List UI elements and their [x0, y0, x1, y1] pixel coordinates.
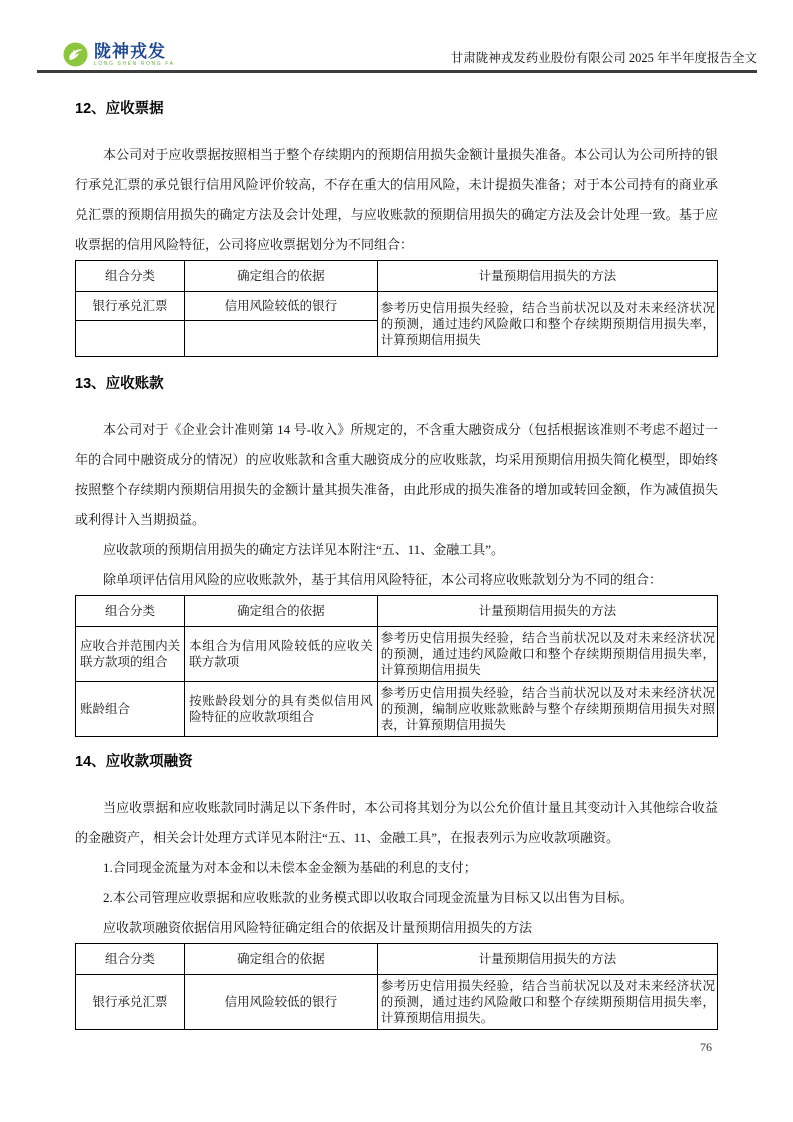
table-cell-category: 银行承兑汇票 — [76, 975, 185, 1030]
section14-paragraph: 应收款项融资依据信用风险特征确定组合的依据及计量预期信用损失的方法 — [103, 920, 533, 935]
table-header-cell: 组合分类 — [76, 596, 185, 627]
table-row — [76, 682, 718, 737]
table-row — [76, 627, 718, 682]
table-cell-basis: 本组合为信用风险较低的应收关联方款项 — [185, 627, 378, 682]
table-row — [76, 975, 718, 1030]
table-header-row — [76, 944, 718, 975]
table-cell-empty — [76, 321, 185, 357]
table-header-cell: 计量预期信用损失的方法 — [377, 596, 717, 627]
brand-logo — [63, 42, 175, 67]
section13-paragraph: 应收款项的预期信用损失的确定方法详见本附注“五、11、金融工具”。 — [103, 542, 505, 557]
table-cell-method: 参考历史信用损失经验，结合当前状况以及对未来经济状况的预测，编制应收账款账龄与整个存续期预期信用损失对照表，计算预期信用损失 — [377, 682, 717, 737]
table-header-cell: 确定组合的依据 — [185, 596, 378, 627]
section13-paragraph: 本公司对于《企业会计准则第 14 号-收入》所规定的，不含重大融资成分（包括根据该准则不考虑不超过一年的合同中融资成分的情况）的应收账款和含重大融资成分的应收账款，均采用预期信用损失简化模型，即始终按照整个存续期内预期信用损失的金额计量其损失准备，由此形成的损失准备的增加或转回金额，作为减值损失或利得计入当期损益。 — [75, 422, 718, 527]
section12-paragraph: 本公司对于应收票据按照相当于整个存续期内的预期信用损失金额计量损失准备。本公司认为公司所持的银行承兑汇票的承兑银行信用风险评价较高，不存在重大的信用风险，未计提损失准备；对于本公司持有的商业承兑汇票的预期信用损失的确定方法及会计处理，与应收账款的预期信用损失的确定方法及会计处理一致。基于应收票据的信用风险特征，公司将应收票据划分为不同组合： — [75, 147, 718, 252]
section14-list-item: 1.合同现金流量为对本金和以未偿本金金额为基础的利息的支付； — [103, 860, 477, 875]
table-cell-basis: 信用风险较低的银行 — [185, 292, 378, 321]
accounts-receivable-portfolio-table — [75, 595, 718, 737]
table-row — [76, 292, 718, 321]
document-body — [75, 73, 718, 1030]
section13-paragraph: 除单项评估信用风险的应收账款外，基于其信用风险特征，本公司将应收账款划分为不同的组合： — [103, 572, 663, 587]
section-heading-12: 12、应收票据 — [75, 101, 164, 117]
brand-name-en: LONG SHEN RONG FA — [94, 60, 175, 67]
table-header-cell: 组合分类 — [76, 944, 185, 975]
table-cell-method: 参考历史信用损失经验，结合当前状况以及对未来经济状况的预测，通过违约风险敞口和整个存续期预期信用损失率，计算预期信用损失 — [377, 627, 717, 682]
table-cell-basis: 按账龄段划分的具有类似信用风险特征的应收款项组合 — [185, 682, 378, 737]
table-header-row — [76, 261, 718, 292]
brand-logo-icon — [63, 42, 88, 67]
table-cell-category: 账龄组合 — [76, 682, 185, 737]
section-heading-14: 14、应收款项融资 — [75, 754, 193, 770]
table-cell-method: 参考历史信用损失经验，结合当前状况以及对未来经济状况的预测，通过违约风险敞口和整个存续期预期信用损失率，计算预期信用损失。 — [377, 975, 717, 1030]
page-number: 76 — [700, 1040, 712, 1054]
receivables-financing-portfolio-table — [75, 943, 718, 1030]
section14-paragraph: 当应收票据和应收账款同时满足以下条件时，本公司将其划分为以公允价值计量且其变动计入其他综合收益的金融资产，相关会计处理方式详见本附注“五、11、金融工具”，在报表列示为应收款项融资。 — [75, 800, 718, 845]
section-heading-13: 13、应收账款 — [75, 376, 164, 392]
table-cell-category: 银行承兑汇票 — [76, 292, 185, 321]
report-title: 甘肃陇神戎发药业股份有限公司 2025 年半年度报告全文 — [450, 51, 757, 65]
table-cell-empty — [185, 321, 378, 357]
table-cell-method: 参考历史信用损失经验，结合当前状况以及对未来经济状况的预测，通过违约风险敞口和整个存续期预期信用损失率，计算预期信用损失 — [377, 292, 717, 357]
table-header-cell: 确定组合的依据 — [185, 261, 378, 292]
section14-list-item: 2.本公司管理应收票据和应收账款的业务模式即以收取合同现金流量为目标又以出售为目标。 — [103, 890, 633, 905]
table-header-cell: 计量预期信用损失的方法 — [377, 261, 717, 292]
table-header-cell: 确定组合的依据 — [185, 944, 378, 975]
table-cell-category: 应收合并范围内关联方款项的组合 — [76, 627, 185, 682]
notes-receivable-portfolio-table — [75, 260, 718, 357]
table-header-row — [76, 596, 718, 627]
table-header-cell: 计量预期信用损失的方法 — [377, 944, 717, 975]
table-cell-basis: 信用风险较低的银行 — [185, 975, 378, 1030]
page-header — [37, 0, 757, 73]
table-header-cell: 组合分类 — [76, 261, 185, 292]
brand-name-cn: 陇神戎发 — [94, 41, 166, 61]
